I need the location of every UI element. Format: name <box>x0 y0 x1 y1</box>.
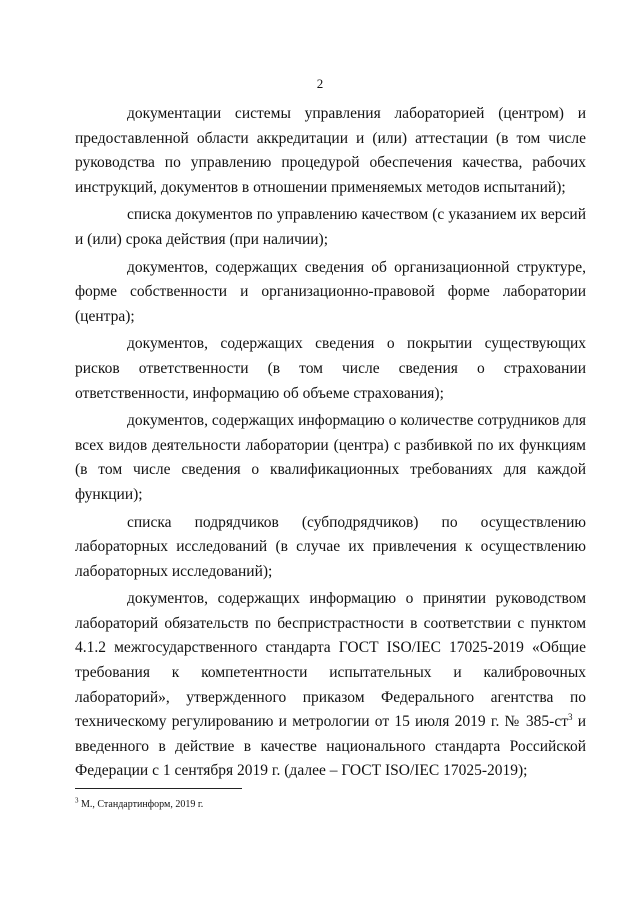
paragraph-text-before-footnote: документов, содержащих информацию о принятии руководством лабораторий обязательств по беспристрастности в соответствии с пунктом 4.1.2 межгосударственного стандарта ГОСТ ISO/IEC 17025-2019 «Общие требования к компетентности испытательных и калибровочных лабораторий», утвержденного приказом Федерального агентства по техническому регулированию и метрологии от 15 июля 2019 г. № 385-ст <box>75 590 586 731</box>
footnote-reference: 3 <box>567 712 573 723</box>
paragraph-organizational-structure: документов, содержащих сведения об организационной структуре, форме собственности и организационно-правовой форме лаборатории (центра); <box>75 258 586 325</box>
paragraph-quality-docs-list: списка документов по управлению качеством (с указанием их версий и (или) срока действия (при наличии); <box>75 206 586 248</box>
footnote <box>75 798 203 812</box>
paragraph-staff-count: документов, содержащих информацию о количестве сотрудников для всех видов деятельности лаборатории (центра) с разбивкой по их функциям (в том числе сведения о квалификационных требованиях для каждой функции); <box>75 412 586 503</box>
footnote-marker: 3 <box>75 796 79 805</box>
footnote-separator <box>75 788 242 789</box>
paragraph-liability-risks: документов, содержащих сведения о покрытии существующих рисков ответственности (в том числе сведения о страховании ответственности, информацию об объеме страхования); <box>75 335 586 402</box>
page-number: 2 <box>316 76 324 91</box>
paragraph-management-system-docs: документации системы управления лабораторией (центром) и предоставленной области аккредитации и (или) аттестации (в том числе руководства по управлению процедурой обеспечения качества, рабочих инструкций, документов в отношении применяемых методов испытаний); <box>75 105 586 196</box>
footnote-text: М., Стандартинформ, 2019 г. <box>78 799 204 810</box>
paragraph-text-after-footnote: и введенного в действие в качестве национального стандарта Российской Федерации с 1 сентября 2019 г. (далее – ГОСТ ISO/IEC 17025-2019); <box>75 713 587 780</box>
paragraph-subcontractors-list: списка подрядчиков (субподрядчиков) по осуществлению лабораторных исследований (в случае их привлечения к осуществлению лабораторных исследований); <box>75 513 586 580</box>
paragraph-impartiality-commitments <box>75 587 586 784</box>
document-body <box>75 102 586 787</box>
